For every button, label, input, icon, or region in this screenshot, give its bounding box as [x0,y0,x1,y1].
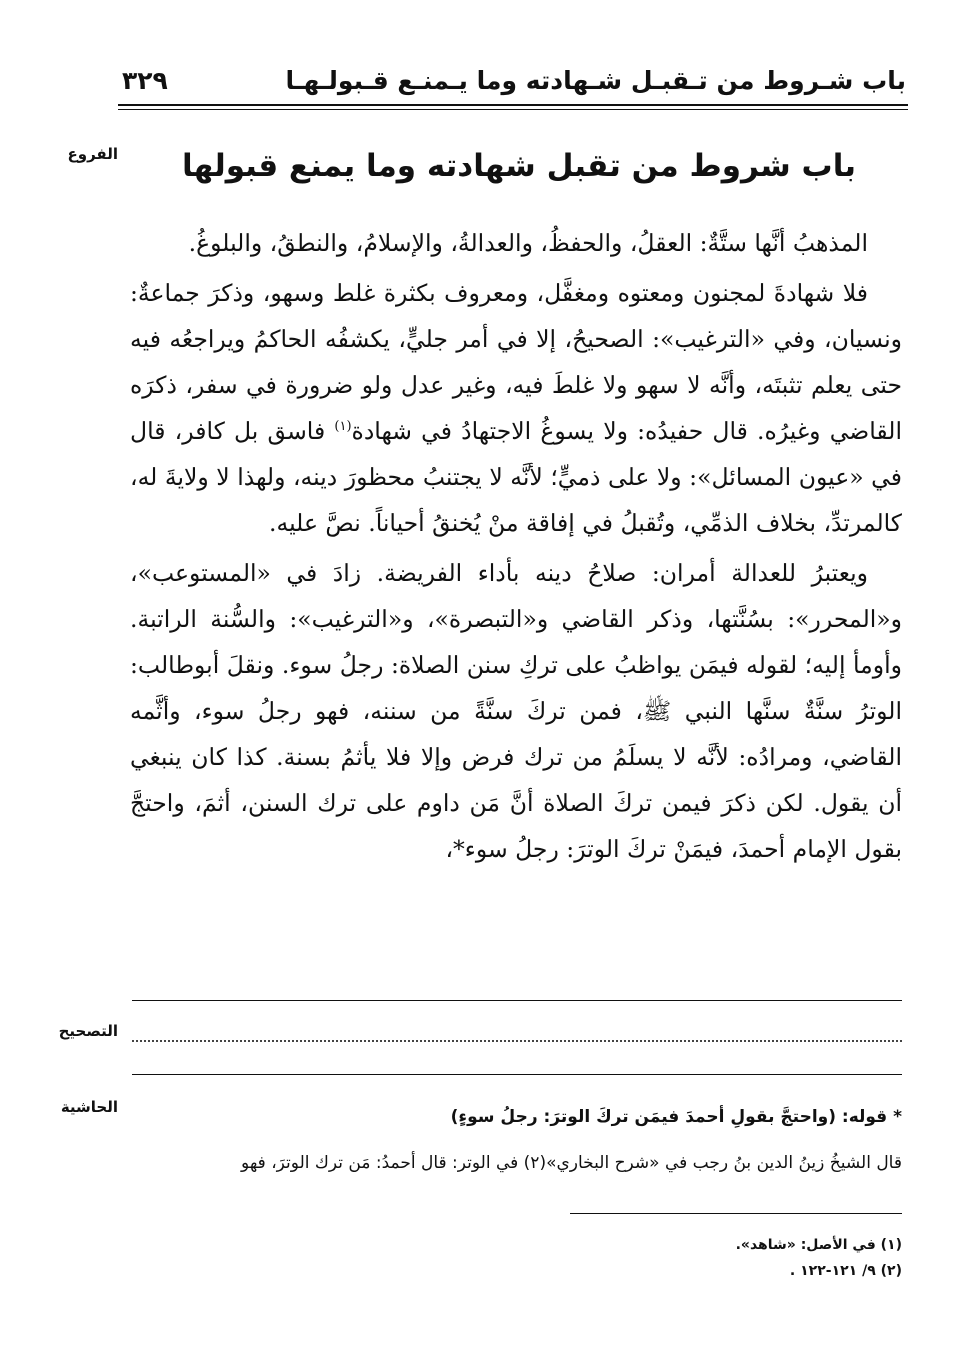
tashih-dotted-line [132,1040,902,1042]
paragraph-adalah: ويعتبرُ للعدالة أمران: صلاحُ دينه بأداء الفريضة. زادَ في «المستوعب»، و«المحرر»: بسُنَّتها، وذكر القاضي و«التبصرة»، و«الترغيب»: والسُّنة الراتبة. وأومأ إليه؛ لقوله فيمَن يواظبُ على تركِ سنن الصلاة: رجلُ سوء. ونقلَ أبوطالب: الوترُ سنَّةٌ سنَّها النبي ﷺ، فمن تركَ سنَّةً من سننه، فهو رجلُ سوء، وأثَّمه القاضي، ومرادُه: لأنَّه لا يسلَمُ من ترك فرض وإلا فلا يأثمُ بسنة. كذا كان ينبغي أن يقول. لكن ذكرَ فيمن تركَ الصلاة أنَّ مَن داوم على ترك السنن، أثمَ، واحتجَّ بقول الإمام أحمدَ، فيمَنْ تركَ الوترَ: رجلُ سوء*، [130,559,902,863]
running-header [118,62,906,98]
chapter-title: باب شروط من تقبل شهادته وما يمنع قبولها [181,148,856,184]
footnotes [500,1232,902,1284]
page-number: ٣٢٩ [122,66,168,95]
side-label-hashiya: الحاشية [60,1098,118,1116]
side-label-furoo: الفروع [67,145,118,163]
paragraph-conditions: المذهبُ أنَّها ستَّةٌ: العقلُ، والحفظُ، والعدالةُ، والإسلامُ، والنطقُ، والبلوغُ. [188,229,868,257]
hashiya-top-rule [132,1074,902,1075]
paragraph-text: فاسق بل كافر، قال في «عيون المسائل»: ولا على ذميٍّ؛ لأنَّه لا يجتنبُ محظورَ دينه، ولهذا لا ولايةَ له، كالمرتدِّ، بخلاف الذمِّي، وتُقبلُ في إفاقة منْ يُخنقُ أحياناً. نصَّ عليه. [130,417,902,537]
paragraph-disqualifiers [130,270,902,546]
paragraph-text: فلا شهادةَ لمجنون ومعتوه ومغفَّل، ومعروف بكثرة غلط وسهو، وذكرَ جماعةٌ: ونسيان، وفي «الترغيب»: الصحيحُ، إلا في أمر جليٍّ، يكشفُه الحاكمُ ويراجعُه فيه حتى يعلم تثبتَه، وأنَّه لا سهو ولا غلطَ فيه، وغير عدل ولو ضرورة في سفر، ذكرَه القاضي وغيرُه. قال حفيدُه: ولا يسوغُ الاجتهادُ في شهادة [130,279,902,445]
footnote-marker[interactable]: (١) [334,419,352,435]
tashih-top-rule [132,1000,902,1001]
hashiya-heading: * قوله: (واحتجَّ بقولِ أحمدَ فيمَن تركَ الوترَ: رجلُ سوءٍ) [450,1107,902,1127]
hashiya-section [130,1094,902,1186]
footnote-rule [570,1213,902,1214]
footnote-1: (١) في الأصل: «شاهد». [735,1237,902,1253]
main-text [130,220,902,872]
hashiya-text: قال الشيخُ زينُ الدين بنُ رجب في «شرح البخاري»(٢) في الوتر: قال أحمدُ: مَن ترك الوترَ، فهو [241,1153,902,1173]
footnote-2: (٢) ٩/ ١٢١-١٢٢ . [789,1263,902,1279]
running-title: باب شـروط من تـقبـل شـهادته وما يـمنـع قـبولـهـا [285,66,906,95]
header-rule [118,104,908,110]
side-label-tashih: التصحيح [58,1022,118,1040]
